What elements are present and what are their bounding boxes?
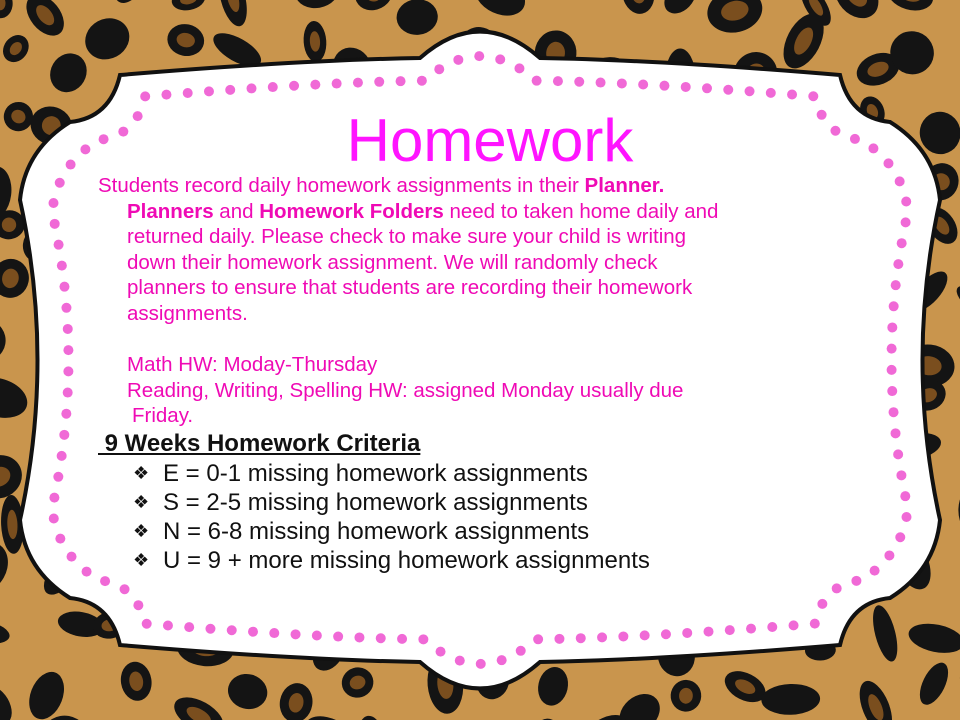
slide-title: Homework [346,107,634,174]
diamond-bullet-icon: ❖ [133,492,150,512]
desc-line-1 [98,173,838,199]
homework-description [98,173,838,429]
criteria-item [133,459,650,488]
planner-bold: Planner. [584,174,665,197]
math-hw-line: Math HW: Moday-Thursday [127,353,378,377]
desc-line-4: down their homework assignment. We will randomly check [127,250,658,274]
desc-line-2 [98,199,838,225]
criteria-heading: 9 Weeks Homework Criteria [98,430,421,457]
desc-line-6: assignments. [127,301,248,325]
criteria-item [133,517,650,546]
desc-line-5: planners to ensure that students are recording their homework [127,276,693,300]
criteria-text: N = 6-8 missing homework assignments [163,518,590,545]
desc-line-3: returned daily. Please check to make sure your child is writing [127,225,687,249]
criteria-text: U = 9 + more missing homework assignments [163,547,650,574]
blank-line [98,327,838,353]
diamond-bullet-icon: ❖ [133,463,150,483]
planners-bold: Planners [127,199,214,223]
desc-text: and [213,199,260,223]
criteria-text: S = 2-5 missing homework assignments [163,489,588,516]
desc-text: Students record daily homework assignments in their [98,174,585,197]
criteria-item [133,546,650,575]
homework-folders-bold: Homework Folders [259,199,444,223]
criteria-list [133,459,650,575]
diamond-bullet-icon: ❖ [133,521,150,541]
criteria-text: E = 0-1 missing homework assignments [163,460,588,487]
desc-text: need to taken home daily and [443,199,719,223]
reading-hw-line: Reading, Writing, Spelling HW: assigned Monday usually due [127,378,684,402]
criteria-item [133,488,650,517]
diamond-bullet-icon: ❖ [133,550,150,570]
friday-line: Friday. [132,404,194,428]
